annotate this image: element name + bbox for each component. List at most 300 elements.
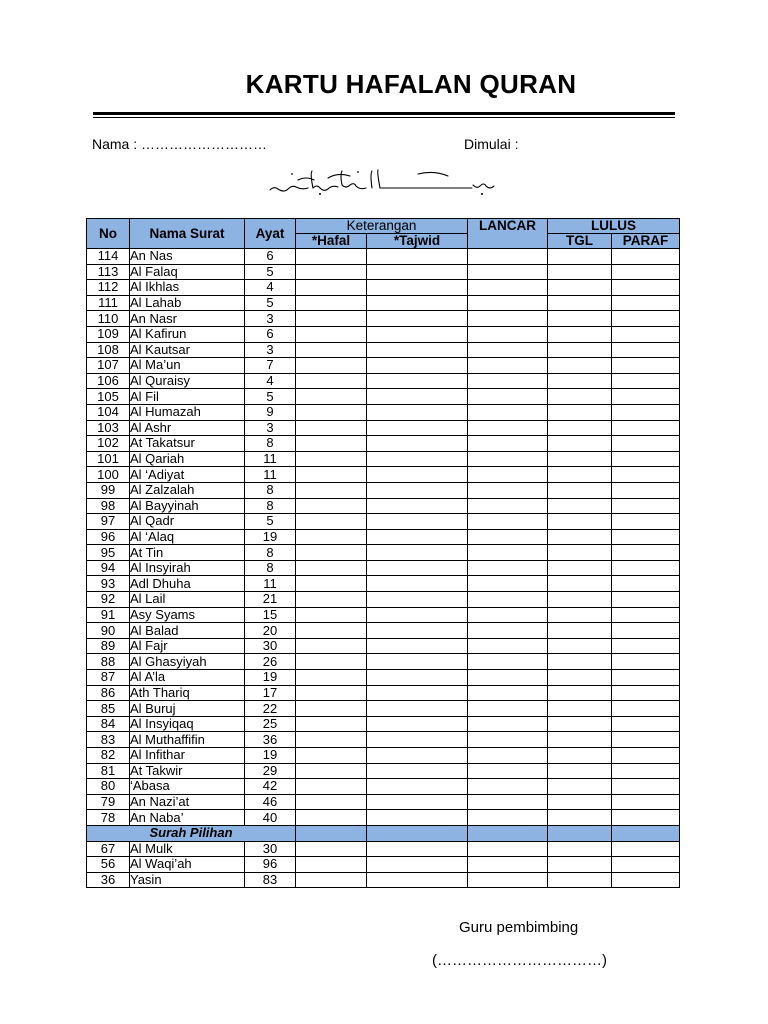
tajwid-cell — [367, 654, 468, 670]
tajwid-cell — [367, 638, 468, 654]
paraf-cell — [612, 607, 680, 623]
hafal-cell — [296, 389, 367, 405]
no-cell: 102 — [87, 436, 130, 452]
no-cell: 110 — [87, 311, 130, 327]
table-row — [87, 358, 680, 374]
no-cell: 109 — [87, 326, 130, 342]
paraf-cell — [612, 623, 680, 639]
paraf-cell — [612, 670, 680, 686]
table-row — [87, 623, 680, 639]
hafal-cell — [296, 654, 367, 670]
table-row — [87, 482, 680, 498]
blank-cell — [612, 825, 680, 841]
ayat-cell: 22 — [245, 701, 296, 717]
surah-name-cell: Ath Thariq — [130, 685, 245, 701]
tgl-cell — [548, 342, 612, 358]
ayat-cell: 11 — [245, 451, 296, 467]
hafal-cell — [296, 872, 367, 888]
no-cell: 86 — [87, 685, 130, 701]
paraf-cell — [612, 685, 680, 701]
hafal-cell — [296, 841, 367, 857]
tgl-cell — [548, 529, 612, 545]
no-cell: 83 — [87, 732, 130, 748]
tgl-cell — [548, 607, 612, 623]
paraf-cell — [612, 249, 680, 265]
table-row — [87, 779, 680, 795]
surah-pilihan-label: Surah Pilihan — [87, 825, 296, 841]
surah-name-cell: An Nas — [130, 249, 245, 265]
lancar-cell — [468, 841, 548, 857]
tgl-cell — [548, 685, 612, 701]
hafal-cell — [296, 498, 367, 514]
tgl-cell — [548, 326, 612, 342]
tajwid-cell — [367, 545, 468, 561]
ayat-cell: 29 — [245, 763, 296, 779]
hafal-cell — [296, 810, 367, 826]
tgl-cell — [548, 389, 612, 405]
tajwid-cell — [367, 670, 468, 686]
tgl-cell — [548, 748, 612, 764]
tgl-cell — [548, 576, 612, 592]
lancar-cell — [468, 280, 548, 296]
ayat-cell: 96 — [245, 857, 296, 873]
paraf-cell — [612, 857, 680, 873]
hafal-cell — [296, 545, 367, 561]
tajwid-cell — [367, 623, 468, 639]
paraf-cell — [612, 560, 680, 576]
ayat-cell: 36 — [245, 732, 296, 748]
hafal-cell — [296, 404, 367, 420]
title-rule-thin — [93, 117, 675, 118]
tajwid-cell — [367, 482, 468, 498]
table-row — [87, 326, 680, 342]
tgl-cell — [548, 670, 612, 686]
paraf-cell — [612, 763, 680, 779]
tgl-cell — [548, 280, 612, 296]
ayat-cell: 4 — [245, 280, 296, 296]
header-no: No — [87, 219, 130, 249]
tgl-cell — [548, 358, 612, 374]
header-nama-surat: Nama Surat — [130, 219, 245, 249]
paraf-cell — [612, 436, 680, 452]
hafal-cell — [296, 576, 367, 592]
hafal-cell — [296, 358, 367, 374]
hafal-cell — [296, 701, 367, 717]
header-paraf: PARAF — [612, 234, 680, 249]
no-cell: 36 — [87, 872, 130, 888]
surah-name-cell: Al Qadr — [130, 514, 245, 530]
paraf-cell — [612, 389, 680, 405]
paraf-cell — [612, 545, 680, 561]
header-lulus: LULUS — [548, 219, 680, 234]
tgl-cell — [548, 872, 612, 888]
tajwid-cell — [367, 342, 468, 358]
paraf-cell — [612, 716, 680, 732]
no-cell: 80 — [87, 779, 130, 795]
surah-name-cell: Al Lail — [130, 592, 245, 608]
ayat-cell: 5 — [245, 264, 296, 280]
lancar-cell — [468, 748, 548, 764]
lancar-cell — [468, 404, 548, 420]
paraf-cell — [612, 295, 680, 311]
tajwid-cell — [367, 311, 468, 327]
hafal-cell — [296, 748, 367, 764]
surah-name-cell: An Nasr — [130, 311, 245, 327]
paraf-cell — [612, 810, 680, 826]
lancar-cell — [468, 326, 548, 342]
surah-name-cell: An Nazi’at — [130, 794, 245, 810]
tgl-cell — [548, 311, 612, 327]
paraf-cell — [612, 326, 680, 342]
lancar-cell — [468, 451, 548, 467]
hafal-cell — [296, 607, 367, 623]
lancar-cell — [468, 670, 548, 686]
no-cell: 111 — [87, 295, 130, 311]
surah-name-cell: Al Ikhlas — [130, 280, 245, 296]
surah-pilihan-row — [87, 825, 680, 841]
tgl-cell — [548, 295, 612, 311]
tgl-cell — [548, 592, 612, 608]
surah-name-cell: Al Zalzalah — [130, 482, 245, 498]
header-tajwid: *Tajwid — [367, 234, 468, 249]
table-row — [87, 638, 680, 654]
surah-name-cell: At Takwir — [130, 763, 245, 779]
guru-pembimbing-label: Guru pembimbing — [459, 919, 579, 936]
no-cell: 100 — [87, 467, 130, 483]
no-cell: 90 — [87, 623, 130, 639]
lancar-cell — [468, 295, 548, 311]
ayat-cell: 21 — [245, 592, 296, 608]
table-body — [87, 249, 680, 888]
no-cell: 92 — [87, 592, 130, 608]
surah-name-cell: Al Ma’un — [130, 358, 245, 374]
page-title: KARTU HAFALAN QURAN — [245, 69, 577, 99]
header-keterangan: Keterangan — [296, 219, 468, 234]
hafal-cell — [296, 451, 367, 467]
paraf-cell — [612, 654, 680, 670]
surah-name-cell: Al Muthaffifin — [130, 732, 245, 748]
paraf-cell — [612, 841, 680, 857]
paraf-cell — [612, 794, 680, 810]
paraf-cell — [612, 373, 680, 389]
table-row — [87, 654, 680, 670]
hafal-cell — [296, 482, 367, 498]
no-cell: 82 — [87, 748, 130, 764]
ayat-cell: 9 — [245, 404, 296, 420]
paraf-cell — [612, 638, 680, 654]
ayat-cell: 11 — [245, 467, 296, 483]
tajwid-cell — [367, 249, 468, 265]
nama-field-label: Nama : ……………………… — [92, 136, 268, 152]
hafal-cell — [296, 670, 367, 686]
surah-name-cell: Al Falaq — [130, 264, 245, 280]
ayat-cell: 17 — [245, 685, 296, 701]
tgl-cell — [548, 498, 612, 514]
surah-name-cell: Al Mulk — [130, 841, 245, 857]
no-cell: 99 — [87, 482, 130, 498]
paraf-cell — [612, 280, 680, 296]
lancar-cell — [468, 545, 548, 561]
table-row — [87, 794, 680, 810]
tgl-cell — [548, 264, 612, 280]
paraf-cell — [612, 420, 680, 436]
no-cell: 84 — [87, 716, 130, 732]
table-row — [87, 857, 680, 873]
tajwid-cell — [367, 872, 468, 888]
ayat-cell: 7 — [245, 358, 296, 374]
paraf-cell — [612, 748, 680, 764]
tajwid-cell — [367, 451, 468, 467]
table-row — [87, 342, 680, 358]
tajwid-cell — [367, 404, 468, 420]
surah-name-cell: Asy Syams — [130, 607, 245, 623]
hafal-cell — [296, 560, 367, 576]
tajwid-cell — [367, 436, 468, 452]
paraf-cell — [612, 358, 680, 374]
lancar-cell — [468, 482, 548, 498]
surah-name-cell: Al Fajr — [130, 638, 245, 654]
lancar-cell — [468, 872, 548, 888]
lancar-cell — [468, 249, 548, 265]
tajwid-cell — [367, 779, 468, 795]
surah-name-cell: Al Fil — [130, 389, 245, 405]
tgl-cell — [548, 249, 612, 265]
surah-name-cell: Yasin — [130, 872, 245, 888]
tgl-cell — [548, 373, 612, 389]
surah-name-cell: Al Ashr — [130, 420, 245, 436]
blank-cell — [468, 825, 548, 841]
no-cell: 93 — [87, 576, 130, 592]
ayat-cell: 3 — [245, 342, 296, 358]
no-cell: 96 — [87, 529, 130, 545]
tgl-cell — [548, 654, 612, 670]
lancar-cell — [468, 311, 548, 327]
hafal-cell — [296, 685, 367, 701]
table-row — [87, 748, 680, 764]
surah-name-cell: Al ‘Adiyat — [130, 467, 245, 483]
tajwid-cell — [367, 560, 468, 576]
tgl-cell — [548, 420, 612, 436]
table-row — [87, 607, 680, 623]
surah-name-cell: ‘Abasa — [130, 779, 245, 795]
ayat-cell: 19 — [245, 529, 296, 545]
hafal-cell — [296, 326, 367, 342]
paraf-cell — [612, 498, 680, 514]
lancar-cell — [468, 467, 548, 483]
ayat-cell: 30 — [245, 841, 296, 857]
lancar-cell — [468, 794, 548, 810]
no-cell: 98 — [87, 498, 130, 514]
hafal-cell — [296, 763, 367, 779]
lancar-cell — [468, 857, 548, 873]
tgl-cell — [548, 514, 612, 530]
ayat-cell: 6 — [245, 326, 296, 342]
lancar-cell — [468, 373, 548, 389]
hafal-cell — [296, 592, 367, 608]
no-cell: 95 — [87, 545, 130, 561]
tajwid-cell — [367, 857, 468, 873]
lancar-cell — [468, 389, 548, 405]
surah-name-cell: Al Kautsar — [130, 342, 245, 358]
tgl-cell — [548, 638, 612, 654]
table-row — [87, 872, 680, 888]
tajwid-cell — [367, 794, 468, 810]
no-cell: 112 — [87, 280, 130, 296]
tgl-cell — [548, 732, 612, 748]
tgl-cell — [548, 794, 612, 810]
tgl-cell — [548, 779, 612, 795]
no-cell: 94 — [87, 560, 130, 576]
ayat-cell: 8 — [245, 482, 296, 498]
lancar-cell — [468, 358, 548, 374]
lancar-cell — [468, 514, 548, 530]
ayat-cell: 26 — [245, 654, 296, 670]
no-cell: 89 — [87, 638, 130, 654]
ayat-cell: 3 — [245, 420, 296, 436]
surah-name-cell: Al Infithar — [130, 748, 245, 764]
ayat-cell: 3 — [245, 311, 296, 327]
tajwid-cell — [367, 810, 468, 826]
no-cell: 78 — [87, 810, 130, 826]
table-row — [87, 529, 680, 545]
header-lancar: LANCAR — [468, 219, 548, 249]
paraf-cell — [612, 592, 680, 608]
table-row — [87, 810, 680, 826]
tajwid-cell — [367, 576, 468, 592]
hafal-cell — [296, 794, 367, 810]
ayat-cell: 11 — [245, 576, 296, 592]
no-cell: 106 — [87, 373, 130, 389]
table-row — [87, 498, 680, 514]
tgl-cell — [548, 841, 612, 857]
hafal-cell — [296, 420, 367, 436]
tgl-cell — [548, 763, 612, 779]
ayat-cell: 46 — [245, 794, 296, 810]
surah-name-cell: Al A’la — [130, 670, 245, 686]
ayat-cell: 8 — [245, 498, 296, 514]
dimulai-field-label: Dimulai : — [464, 136, 519, 152]
ayat-cell: 8 — [245, 436, 296, 452]
paraf-cell — [612, 311, 680, 327]
header-tgl: TGL — [548, 234, 612, 249]
tajwid-cell — [367, 420, 468, 436]
tajwid-cell — [367, 295, 468, 311]
lancar-cell — [468, 529, 548, 545]
signature-line: (……………………………) — [432, 952, 607, 969]
paraf-cell — [612, 732, 680, 748]
table-row — [87, 436, 680, 452]
lancar-cell — [468, 420, 548, 436]
tajwid-cell — [367, 467, 468, 483]
surah-name-cell: Al ‘Alaq — [130, 529, 245, 545]
tgl-cell — [548, 716, 612, 732]
paraf-cell — [612, 404, 680, 420]
hafal-cell — [296, 342, 367, 358]
ayat-cell: 8 — [245, 545, 296, 561]
ayat-cell: 20 — [245, 623, 296, 639]
tajwid-cell — [367, 732, 468, 748]
table-row — [87, 514, 680, 530]
no-cell: 107 — [87, 358, 130, 374]
tgl-cell — [548, 404, 612, 420]
tgl-cell — [548, 482, 612, 498]
lancar-cell — [468, 576, 548, 592]
table-row — [87, 841, 680, 857]
ayat-cell: 19 — [245, 670, 296, 686]
lancar-cell — [468, 685, 548, 701]
paraf-cell — [612, 342, 680, 358]
surah-name-cell: Al Balad — [130, 623, 245, 639]
header-ayat: Ayat — [245, 219, 296, 249]
tajwid-cell — [367, 763, 468, 779]
hafal-cell — [296, 779, 367, 795]
table-row — [87, 763, 680, 779]
paraf-cell — [612, 514, 680, 530]
table-row — [87, 545, 680, 561]
hafal-cell — [296, 373, 367, 389]
no-cell: 81 — [87, 763, 130, 779]
tgl-cell — [548, 436, 612, 452]
no-cell: 67 — [87, 841, 130, 857]
no-cell: 87 — [87, 670, 130, 686]
no-cell: 113 — [87, 264, 130, 280]
ayat-cell: 4 — [245, 373, 296, 389]
paraf-cell — [612, 529, 680, 545]
blank-cell — [367, 825, 468, 841]
paraf-cell — [612, 482, 680, 498]
tgl-cell — [548, 701, 612, 717]
ayat-cell: 8 — [245, 560, 296, 576]
hafal-cell — [296, 280, 367, 296]
tajwid-cell — [367, 841, 468, 857]
ayat-cell: 30 — [245, 638, 296, 654]
tajwid-cell — [367, 607, 468, 623]
ayat-cell: 42 — [245, 779, 296, 795]
ayat-cell: 25 — [245, 716, 296, 732]
hafal-cell — [296, 529, 367, 545]
surah-name-cell: Al Humazah — [130, 404, 245, 420]
lancar-cell — [468, 701, 548, 717]
hafal-cell — [296, 467, 367, 483]
no-cell: 88 — [87, 654, 130, 670]
table-row — [87, 404, 680, 420]
lancar-cell — [468, 810, 548, 826]
table-row — [87, 264, 680, 280]
surah-name-cell: Adl Dhuha — [130, 576, 245, 592]
ayat-cell: 19 — [245, 748, 296, 764]
hafal-cell — [296, 514, 367, 530]
tajwid-cell — [367, 701, 468, 717]
no-cell: 104 — [87, 404, 130, 420]
lancar-cell — [468, 592, 548, 608]
surah-name-cell: Al Insyiqaq — [130, 716, 245, 732]
ayat-cell: 5 — [245, 295, 296, 311]
tajwid-cell — [367, 264, 468, 280]
tajwid-cell — [367, 373, 468, 389]
table-row — [87, 311, 680, 327]
table-row — [87, 389, 680, 405]
tgl-cell — [548, 560, 612, 576]
lancar-cell — [468, 560, 548, 576]
title-rule-thick — [93, 112, 675, 115]
hafal-cell — [296, 638, 367, 654]
hafal-cell — [296, 249, 367, 265]
tajwid-cell — [367, 748, 468, 764]
table-row — [87, 467, 680, 483]
table-row — [87, 592, 680, 608]
blank-cell — [296, 825, 367, 841]
table-row — [87, 560, 680, 576]
